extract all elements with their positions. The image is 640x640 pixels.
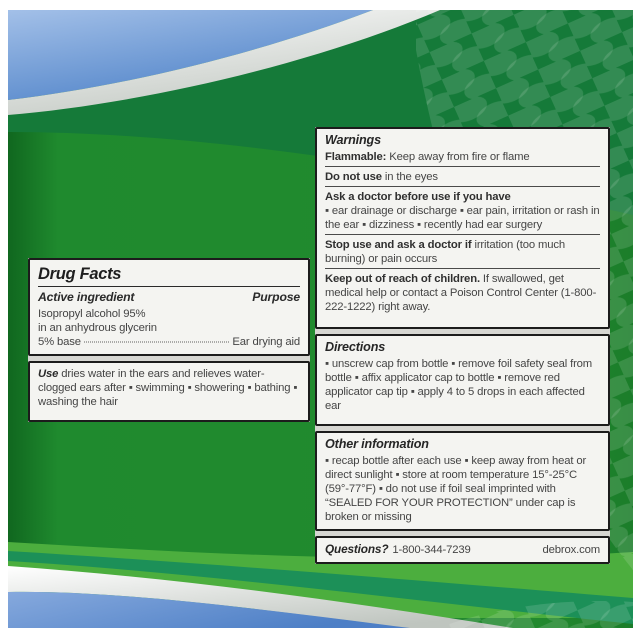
section-divider [325, 166, 600, 167]
drug-facts-title: Drug Facts [38, 265, 122, 283]
use-label: Use [38, 367, 62, 380]
directions-title: Directions [325, 340, 386, 354]
stop-use-label: Stop use and ask a doctor if [325, 238, 475, 251]
keep-out-body: If swallowed, get medical help or contact a Poison Control Center (1-800-222-1222) right away. [325, 272, 597, 313]
warnings-box [315, 127, 610, 329]
stop-use-line [325, 238, 600, 266]
dotted-leader [84, 341, 229, 342]
questions-phone: 1-800-344-7239 [392, 543, 471, 556]
do-not-use-label: Do not use [325, 170, 385, 183]
directions-body: ▪ unscrew cap from bottle ▪ remove foil safety seal from bottle ▪ affix applicator cap to bottle ▪ remove red applicator cap tip ▪ apply 4 to 5 drops in each affected ear [325, 357, 593, 412]
ask-doctor-bullets: ▪ ear drainage or discharge ▪ ear pain, irritation or rash in the ear ▪ dizziness ▪ recently had ear surgery [325, 204, 600, 231]
ask-doctor-label: Ask a doctor before use if you have [325, 190, 511, 203]
purpose-value: Ear drying aid [232, 335, 300, 348]
drug-facts-box [28, 258, 310, 356]
use-box [28, 361, 310, 422]
warnings-title: Warnings [325, 133, 381, 147]
section-divider [325, 234, 600, 235]
ingredient-base: 5% base [38, 335, 81, 348]
section-divider [325, 268, 600, 269]
do-not-use-body: in the eyes [384, 170, 438, 183]
other-information-body: ▪ recap bottle after each use ▪ keep away from heat or direct sunlight ▪ store at room temperature 15°-25°C (59°-77°F) ▪ do not use if foil seal imprinted with “SEALED FOR YOUR PROTECTION” under cap is broken or missing [325, 454, 587, 523]
active-ingredient-header-row [38, 290, 300, 305]
ingredient-purpose-row [38, 335, 300, 349]
title-divider [38, 286, 300, 287]
questions-box [315, 536, 610, 564]
ingredient-line-1: Isopropyl alcohol 95% [38, 307, 146, 320]
other-information-title: Other information [325, 437, 429, 451]
stop-use-body: irritation (too much burning) or pain occurs [325, 238, 566, 265]
other-information-box [315, 431, 610, 531]
drug-facts-column [28, 258, 310, 422]
active-ingredient-label: Active ingredient [38, 290, 135, 305]
warnings-column [315, 127, 610, 564]
flammable-label: Flammable: [325, 150, 390, 163]
keep-out-line [325, 272, 600, 314]
flammable-line [325, 150, 600, 164]
section-divider [325, 186, 600, 187]
website-url: debrox.com [542, 543, 600, 556]
use-body: dries water in the ears and relieves water-clogged ears after ▪ swimming ▪ showering ▪ bathing ▪ washing the hair [38, 367, 298, 408]
keep-out-label: Keep out of reach of children. [325, 272, 483, 285]
questions-label: Questions? [325, 542, 389, 557]
flammable-body: Keep away from fire or flame [389, 150, 530, 163]
purpose-label: Purpose [252, 290, 300, 305]
ingredient-line-2: in an anhydrous glycerin [38, 321, 157, 334]
directions-box [315, 334, 610, 426]
do-not-use-line [325, 170, 600, 184]
